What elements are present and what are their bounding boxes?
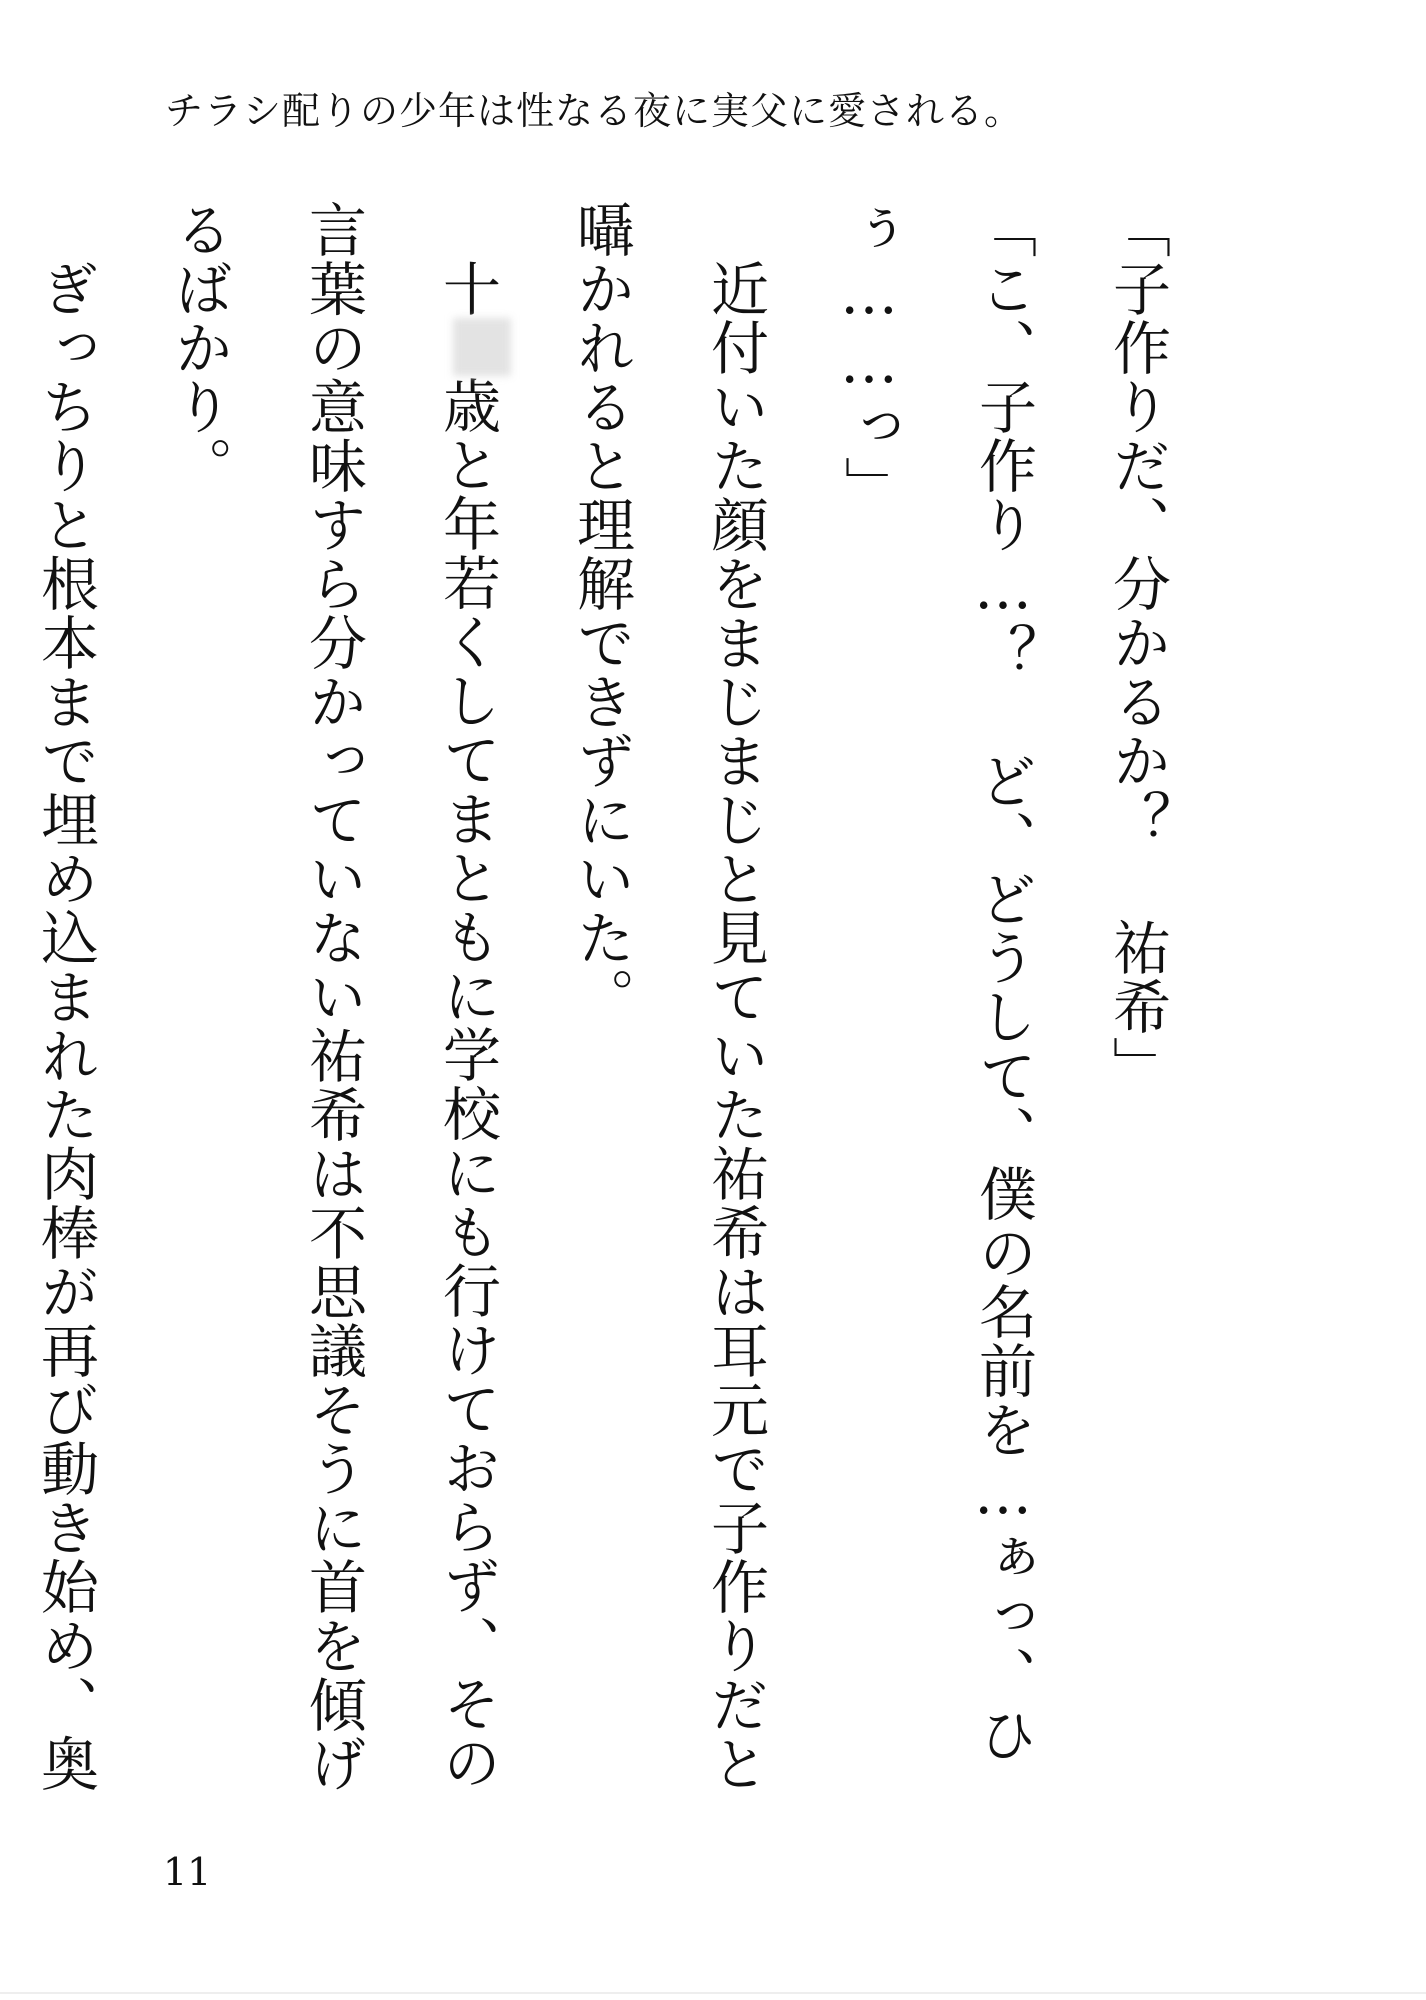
narration-paragraph: ぎっちりと根本まで埋め込まれた肉棒が再び動き始め、奥 [31, 259, 99, 1793]
page-number: 11 [163, 1850, 212, 1894]
running-header: チラシ配りの少年は性なる夜に実父に愛される。 [165, 89, 1024, 133]
redacted-age-mark [453, 318, 511, 376]
narration-paragraph: 近付いた顔をまじまじと見ていた祐希は耳元で子作りだと囁かれると理解できずにいた。 [567, 200, 769, 1793]
vertical-body-text [31, 200, 1204, 1840]
age-prefix: 十 [433, 200, 501, 318]
dialogue-paragraph: 「子作りだ、分かるか？ 祐希」 [1103, 200, 1171, 1095]
age-suffix: 歳と年若くしてまともに学校にも行けておらず、その言葉の意味すら分かっていない祐希は不思議そうに首を傾げるばかり。 [165, 200, 501, 1793]
narration-paragraph-age [132, 200, 534, 1840]
page-bottom-rule [0, 1992, 1426, 1994]
dialogue-paragraph: 「こ、子作り…？ ど、どうして、僕の名前を…ぁっ、ひぅ……っ」 [835, 200, 1037, 1764]
